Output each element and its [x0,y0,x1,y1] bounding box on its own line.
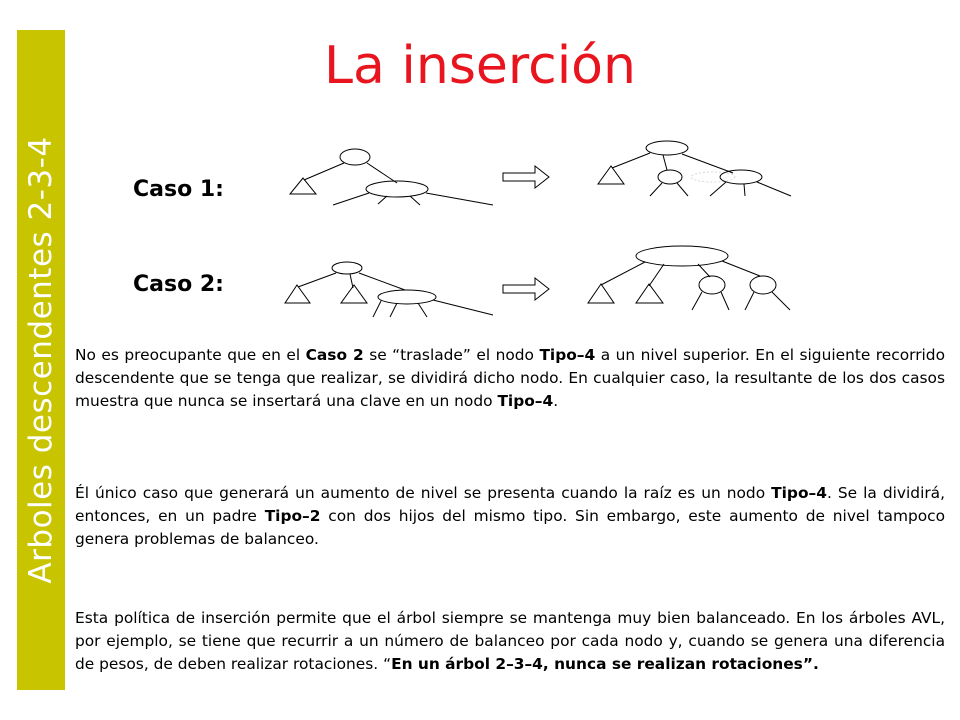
case-1-label: Caso 1: [133,177,224,202]
text-run: Esta política de inserción permite que el árbol siempre se mantenga muy bien balanceado. En los árboles AVL, por ejemplo, se tiene que recurrir a un número de balanceo por cada nodo y, cuando se genera una diferencia de pesos, de deben realizar rotaciones. “ [75,609,945,673]
subtree-triangle [290,178,316,194]
case-1-after-tree [598,141,791,196]
bold-text-run: Tipo–4 [771,484,827,502]
page-title: La inserción [324,36,636,96]
subtree-triangle [341,285,367,303]
text-run: Él único caso que generará un aumento de nivel se presenta cuando la raíz es un nodo [75,484,772,502]
text-run: se “traslade” el nodo [363,346,540,364]
text-run: No es preocupante que en el [75,346,306,364]
sidebar-label: Arboles descendentes 2-3-4 [23,136,59,584]
bold-text-run: Tipo–4 [539,346,596,364]
node [646,141,688,155]
node-placeholder [691,172,735,182]
bold-text-run: Tipo–2 [264,507,321,525]
text-run: a un nivel superior. En el siguiente recorrido descendente que se tenga que realizar, se dividirá dicho nodo. En cualquier caso, la resultante de los dos casos muestra que nunca se insertará una clave en un nodo [75,346,945,410]
subtree-triangle [598,166,624,184]
paragraph-2 [75,482,945,551]
bold-text-run: Caso 2 [305,346,364,364]
subtree-triangle [636,284,663,303]
case-2-label: Caso 2: [133,272,224,297]
node [332,262,362,274]
node [366,181,428,197]
case-2-arrow [503,278,549,300]
case-2-before-tree [285,262,493,317]
node [378,290,436,304]
node [340,149,370,165]
bold-text-run: En un árbol 2–3–4, nunca se realizan rotaciones”. [391,655,819,673]
subtree-triangle [285,285,310,303]
node [699,276,725,294]
text-run: con dos hijos del mismo tipo. Sin embargo, este aumento de nivel tampoco genera problemas de balanceo. [75,507,946,548]
subtree-triangle [588,284,614,303]
text-run: . [553,392,559,410]
case-2-after-tree [588,246,790,310]
node [636,246,728,266]
paragraph-3 [75,607,945,676]
paragraph-1 [75,344,945,413]
case-1-before-tree [290,149,493,205]
node [720,170,762,184]
node [750,276,776,294]
text-run: . Se la dividirá, entonces, en un padre [75,484,945,525]
case-1-arrow [503,166,549,188]
bold-text-run: Tipo–4 [497,392,554,410]
node [658,170,682,184]
